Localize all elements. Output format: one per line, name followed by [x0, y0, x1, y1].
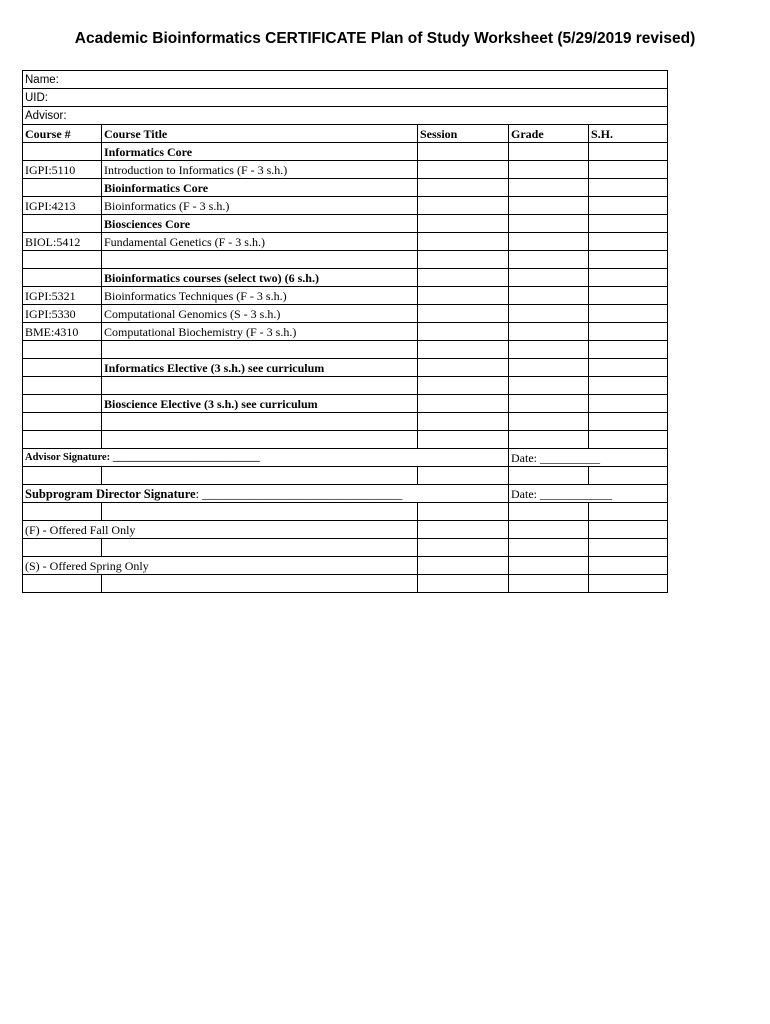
section-bioscience-elective: Bioscience Elective (3 s.h.) see curriculum — [102, 395, 418, 413]
blank-row — [23, 539, 668, 557]
course-code: IGPI:5110 — [23, 161, 102, 179]
section-row — [23, 179, 668, 197]
plan-of-study-table — [22, 70, 668, 593]
grade-cell[interactable] — [509, 143, 589, 161]
course-row — [23, 197, 668, 215]
course-row — [23, 161, 668, 179]
session-cell[interactable] — [418, 197, 509, 215]
sh-cell[interactable] — [589, 197, 668, 215]
blank-row — [23, 341, 668, 359]
name-row — [23, 71, 668, 89]
section-row — [23, 395, 668, 413]
course-code-cell[interactable] — [23, 395, 102, 413]
sh-cell[interactable] — [589, 269, 668, 287]
session-cell[interactable] — [418, 161, 509, 179]
grade-cell[interactable] — [509, 197, 589, 215]
course-code-cell[interactable] — [23, 359, 102, 377]
grade-cell[interactable] — [509, 323, 589, 341]
session-cell[interactable] — [418, 269, 509, 287]
grade-cell[interactable] — [509, 287, 589, 305]
sh-cell[interactable] — [589, 143, 668, 161]
course-number-header: Course # — [23, 125, 102, 143]
blank-row — [23, 575, 668, 593]
grade-cell[interactable] — [509, 305, 589, 323]
blank-row — [23, 467, 668, 485]
sh-cell[interactable] — [589, 161, 668, 179]
course-title: Fundamental Genetics (F - 3 s.h.) — [102, 233, 418, 251]
session-cell[interactable] — [418, 359, 509, 377]
blank-row — [23, 251, 668, 269]
course-code-cell[interactable] — [23, 269, 102, 287]
grade-cell[interactable] — [509, 161, 589, 179]
note-row — [23, 557, 668, 575]
course-row — [23, 323, 668, 341]
blank-row — [23, 377, 668, 395]
advisor-field[interactable]: Advisor: — [23, 107, 668, 125]
section-bioinformatics-courses: Bioinformatics courses (select two) (6 s.h.) — [102, 269, 418, 287]
grade-cell[interactable] — [509, 233, 589, 251]
session-cell[interactable] — [418, 215, 509, 233]
course-code: BIOL:5412 — [23, 233, 102, 251]
advisor-signature-label: Advisor Signature: — [25, 451, 111, 463]
section-biosciences-core: Biosciences Core — [102, 215, 418, 233]
session-cell[interactable] — [418, 143, 509, 161]
uid-field[interactable]: UID: — [23, 89, 668, 107]
grade-cell[interactable] — [509, 269, 589, 287]
sh-cell[interactable] — [589, 287, 668, 305]
course-title: Bioinformatics (F - 3 s.h.) — [102, 197, 418, 215]
grade-cell[interactable] — [509, 359, 589, 377]
session-cell[interactable] — [418, 233, 509, 251]
course-code-cell[interactable] — [23, 143, 102, 161]
advisor-date[interactable]: Date: __________ — [509, 449, 668, 467]
session-cell[interactable] — [418, 179, 509, 197]
grade-cell[interactable] — [509, 395, 589, 413]
note-fall-only: (F) - Offered Fall Only — [23, 521, 418, 539]
course-code: IGPI:5330 — [23, 305, 102, 323]
section-informatics-core: Informatics Core — [102, 143, 418, 161]
note-spring-only: (S) - Offered Spring Only — [23, 557, 418, 575]
uid-row — [23, 89, 668, 107]
sh-cell[interactable] — [589, 323, 668, 341]
course-row — [23, 305, 668, 323]
section-bioinformatics-core: Bioinformatics Core — [102, 179, 418, 197]
course-title: Computational Biochemistry (F - 3 s.h.) — [102, 323, 418, 341]
course-title-header: Course Title — [102, 125, 418, 143]
page-title: Academic Bioinformatics CERTIFICATE Plan of Study Worksheet (5/29/2019 revised) — [74, 30, 696, 47]
course-title: Bioinformatics Techniques (F - 3 s.h.) — [102, 287, 418, 305]
advisor-signature[interactable] — [23, 449, 509, 467]
director-date[interactable]: Date: ____________ — [509, 485, 668, 503]
section-informatics-elective: Informatics Elective (3 s.h.) see curriculum — [102, 359, 418, 377]
course-code-cell[interactable] — [23, 179, 102, 197]
sh-cell[interactable] — [589, 305, 668, 323]
course-row — [23, 233, 668, 251]
sh-cell[interactable] — [589, 359, 668, 377]
director-signature-line: : ________________________________ — [195, 486, 403, 501]
advisor-signature-row — [23, 449, 668, 467]
sh-cell[interactable] — [589, 215, 668, 233]
header-row — [23, 125, 668, 143]
course-row — [23, 287, 668, 305]
section-row — [23, 215, 668, 233]
course-code: IGPI:4213 — [23, 197, 102, 215]
sh-cell[interactable] — [589, 179, 668, 197]
grade-header: Grade — [509, 125, 589, 143]
director-signature-label: Subprogram Director Signature — [25, 486, 196, 501]
sh-header: S.H. — [589, 125, 668, 143]
note-row — [23, 521, 668, 539]
sh-cell[interactable] — [589, 395, 668, 413]
session-cell[interactable] — [418, 287, 509, 305]
advisor-row — [23, 107, 668, 125]
name-field[interactable]: Name: — [23, 71, 668, 89]
grade-cell[interactable] — [509, 179, 589, 197]
section-row — [23, 359, 668, 377]
blank-row — [23, 503, 668, 521]
advisor-signature-line: ____________________________ — [112, 451, 260, 463]
session-cell[interactable] — [418, 323, 509, 341]
section-row — [23, 143, 668, 161]
course-title: Computational Genomics (S - 3 s.h.) — [102, 305, 418, 323]
section-row — [23, 269, 668, 287]
grade-cell[interactable] — [509, 215, 589, 233]
blank-row — [23, 431, 668, 449]
course-code: IGPI:5321 — [23, 287, 102, 305]
director-signature[interactable] — [23, 485, 509, 503]
course-title: Introduction to Informatics (F - 3 s.h.) — [102, 161, 418, 179]
blank-row — [23, 413, 668, 431]
session-cell[interactable] — [418, 395, 509, 413]
director-signature-row — [23, 485, 668, 503]
course-code-cell[interactable] — [23, 215, 102, 233]
sh-cell[interactable] — [589, 233, 668, 251]
session-cell[interactable] — [418, 305, 509, 323]
course-code: BME:4310 — [23, 323, 102, 341]
session-header: Session — [418, 125, 509, 143]
